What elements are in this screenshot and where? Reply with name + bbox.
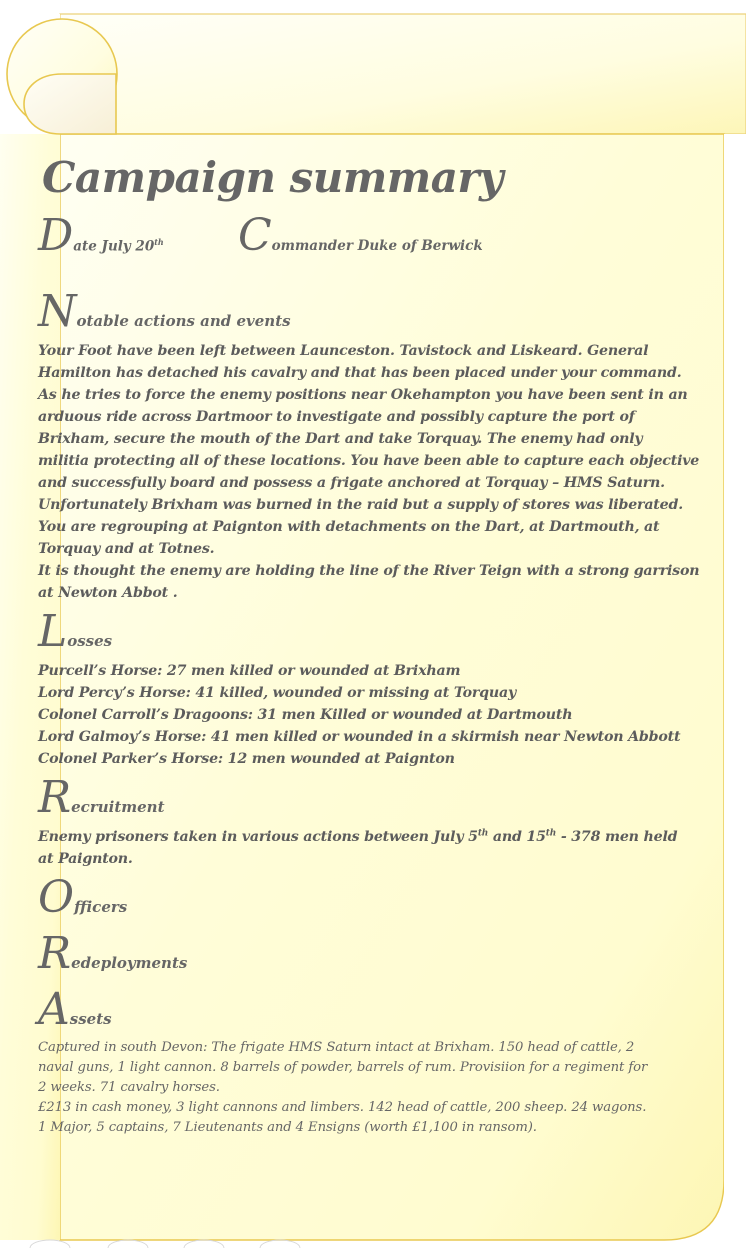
date-suffix: th [154, 236, 164, 247]
date-text: ate July 20 [73, 238, 155, 254]
recruitment-text [38, 826, 678, 870]
text-line: 1 Major, 5 captains, 7 Lieutenants and 4 Ensigns (worth £1,100 in ransom). [38, 1120, 537, 1135]
text-line: arduous ride across Dartmoor to investigate and possibly capture the port of [38, 409, 635, 425]
notable-label: otable actions and events [76, 312, 291, 330]
redeployments-label: edeployments [71, 954, 188, 972]
page-title: Campaign summary [42, 153, 503, 202]
date-field [38, 210, 238, 261]
text-line: at Paignton. [38, 851, 133, 867]
redeployments-initial: R [38, 928, 72, 979]
assets-initial: A [38, 984, 70, 1035]
notable-text [38, 340, 700, 604]
officers-heading [38, 872, 658, 926]
notable-heading [38, 286, 658, 340]
loss-item: Purcell’s Horse: 27 men killed or wounded at Brixham [38, 663, 461, 679]
recruitment-part: - 378 men held [556, 829, 678, 845]
commander-value: ommander Duke of Berwick [271, 238, 483, 254]
loss-item: Colonel Parker’s Horse: 12 men wounded at Paignton [38, 751, 455, 767]
summary-content [38, 148, 700, 1138]
text-line: naval guns, 1 light cannon. 8 barrels of powder, barrels of rum. Provisiion for a regiment for [38, 1060, 648, 1075]
text-line: It is thought the enemy are holding the line of the River Teign with a strong garrison [38, 563, 700, 579]
text-line [38, 826, 678, 848]
text-line: £213 in cash money, 3 light cannons and limbers. 142 head of cattle, 200 sheep. 24 wagons. [38, 1100, 647, 1115]
commander-initial: C [238, 210, 272, 261]
redeployments-heading [38, 928, 658, 982]
losses-initial: L [38, 606, 68, 657]
recruitment-initial: R [38, 772, 72, 823]
date-value [73, 237, 163, 255]
recruitment-part: Enemy prisoners taken in various actions between July 5 [38, 829, 478, 845]
loss-item: Lord Percy’s Horse: 41 killed, wounded or missing at Torquay [38, 685, 517, 701]
notable-initial: N [38, 286, 77, 337]
text-line: Torquay and at Totnes. [38, 541, 215, 557]
losses-text [38, 660, 681, 770]
date-initial: D [38, 210, 74, 261]
loss-item: Lord Galmoy’s Horse: 41 men killed or wounded in a skirmish near Newton Abbott [38, 729, 681, 745]
assets-label: ssets [69, 1010, 112, 1028]
text-line: militia protecting all of these locations. You have been able to capture each objective [38, 453, 700, 469]
ordinal-suffix: th [545, 828, 557, 839]
text-line: Your Foot have been left between Launceston. Tavistock and Liskeard. General [38, 343, 649, 359]
officers-initial: O [38, 872, 75, 923]
recruitment-part: and 15 [488, 829, 546, 845]
text-line: Brixham, secure the mouth of the Dart and take Torquay. The enemy had only [38, 431, 643, 447]
officers-label: fficers [74, 898, 128, 916]
assets-text [38, 1038, 658, 1138]
losses-label: osses [67, 632, 113, 650]
recruitment-heading [38, 772, 658, 826]
text-line: and successfully board and possess a frigate anchored at Torquay – HMS Saturn. [38, 475, 665, 491]
text-line: Unfortunately Brixham was burned in the raid but a supply of stores was liberated. [38, 497, 683, 513]
meta-row [38, 210, 658, 264]
loss-item: Colonel Carroll’s Dragoons: 31 men Killed or wounded at Dartmouth [38, 707, 573, 723]
text-line: 2 weeks. 71 cavalry horses. [38, 1080, 220, 1095]
commander-field [238, 210, 483, 261]
assets-heading [38, 984, 658, 1038]
text-line: at Newton Abbot . [38, 585, 178, 601]
text-line: Captured in south Devon: The frigate HMS Saturn intact at Brixham. 150 head of cattle, 2 [38, 1040, 635, 1055]
ordinal-suffix: th [477, 828, 489, 839]
text-line: Hamilton has detached his cavalry and that has been placed under your command. [38, 365, 682, 381]
text-line: As he tries to force the enemy positions near Okehampton you have been sent in an [38, 387, 688, 403]
text-line: You are regrouping at Paignton with detachments on the Dart, at Dartmouth, at [38, 519, 660, 535]
recruitment-label: ecruitment [71, 798, 165, 816]
losses-heading [38, 606, 658, 660]
